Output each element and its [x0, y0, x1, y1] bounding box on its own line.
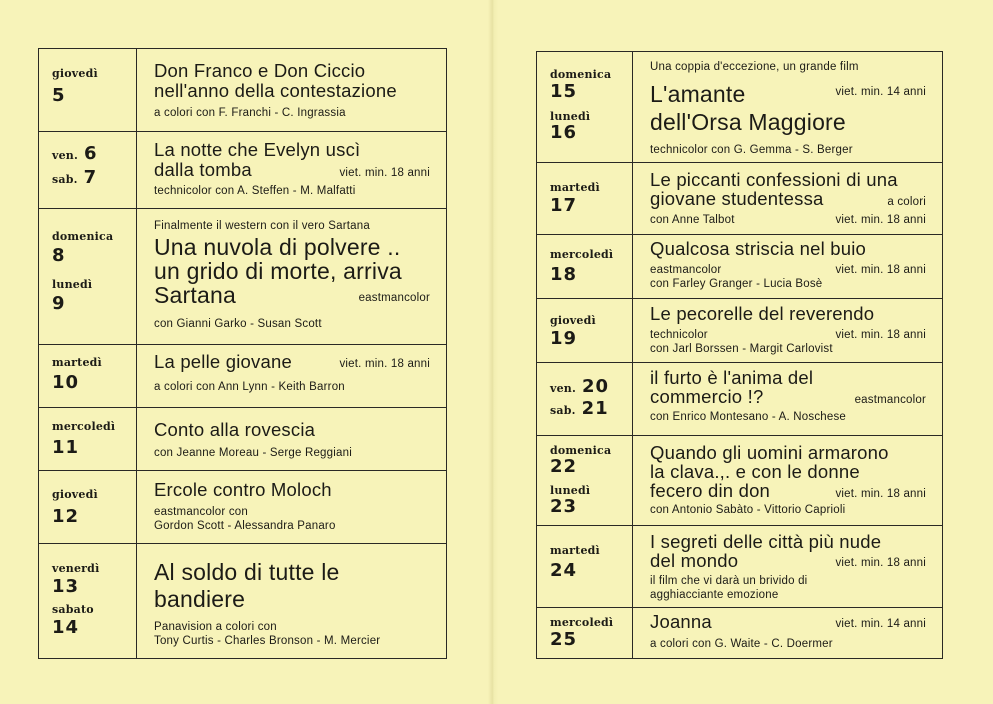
date-cell	[39, 132, 137, 208]
day-number: 11	[52, 437, 80, 458]
date-cell	[39, 544, 137, 658]
film-tagline: Una coppia d'eccezione, un grande film	[650, 61, 859, 73]
age-rating: viet. min. 14 anni	[835, 618, 926, 630]
age-rating: viet. min. 18 anni	[835, 488, 926, 500]
film-title: Le pecorelle del reverendo	[650, 303, 875, 324]
day-number: 13	[52, 576, 80, 597]
date-cell	[537, 526, 633, 607]
date-cell	[537, 235, 633, 298]
film-cell	[137, 544, 446, 658]
film-title: bandiere	[154, 586, 246, 612]
film-credits: con Enrico Montesano - A. Noschese	[650, 411, 847, 423]
film-cell	[633, 436, 942, 525]
film-credits: Gordon Scott - Alessandra Panaro	[154, 520, 336, 532]
film-title: La notte che Evelyn uscì	[154, 139, 361, 160]
film-cell	[633, 163, 942, 234]
film-title: Sartana	[154, 282, 236, 308]
film-tagline: Finalmente il western con il vero Sartana	[154, 220, 370, 232]
day-label: domenica	[550, 68, 612, 81]
colour-process: eastmancolor	[358, 292, 430, 304]
day-label: domenica	[550, 444, 612, 457]
colour-process: eastmancolor	[854, 394, 926, 406]
day-number: 9	[52, 293, 66, 314]
day-label: giovedì	[550, 314, 596, 327]
film-cell	[137, 345, 446, 407]
day-label: lunedì	[550, 484, 591, 497]
film-title: Ercole contro Moloch	[154, 479, 332, 500]
day-number: 14	[52, 617, 80, 638]
day-label: martedì	[52, 356, 102, 369]
day-label: mercoledì	[52, 420, 116, 433]
date-cell	[537, 299, 633, 362]
film-title: il furto è l'anima del	[650, 367, 814, 388]
film-title: Quando gli uomini armarono	[650, 442, 889, 463]
film-credits: a colori con F. Franchi - C. Ingrassia	[154, 107, 346, 119]
film-title: Una nuvola di polvere ..	[154, 234, 401, 260]
day-label: lunedì	[550, 110, 591, 123]
film-title: dell'Orsa Maggiore	[650, 109, 846, 135]
day-number: 16	[550, 122, 578, 143]
schedule-row	[537, 52, 942, 163]
schedule-row	[39, 544, 446, 658]
age-rating: viet. min. 18 anni	[339, 167, 430, 179]
film-title: commercio !?	[650, 386, 764, 407]
film-title: La pelle giovane	[154, 351, 292, 372]
day-label: giovedì	[52, 67, 98, 80]
day-label: lunedì	[52, 278, 93, 291]
date-cell	[537, 163, 633, 234]
film-credits: con Jarl Borssen - Margit Carlovist	[650, 343, 833, 355]
film-cell	[633, 363, 942, 435]
film-cell	[137, 408, 446, 470]
schedule-row	[537, 235, 942, 299]
film-title: giovane studentessa	[650, 188, 824, 209]
age-rating: viet. min. 18 anni	[835, 264, 926, 276]
film-credits: technicolor con A. Steffen - M. Malfatti	[154, 185, 356, 197]
schedule-row	[537, 363, 942, 436]
colour-process: a colori	[887, 196, 926, 208]
day-number: 6	[84, 143, 98, 164]
film-cell	[633, 608, 942, 658]
day-label: sab.	[550, 404, 576, 417]
date-cell	[39, 209, 137, 344]
day-number: 10	[52, 372, 80, 393]
film-title: la clava.,. e con le donne	[650, 461, 860, 482]
film-title: Al soldo di tutte le	[154, 559, 340, 585]
page-fold	[488, 0, 498, 704]
date-cell	[537, 363, 633, 435]
schedule-row	[537, 163, 942, 235]
day-number: 7	[83, 167, 98, 188]
age-rating: viet. min. 18 anni	[835, 329, 926, 341]
day-label: venerdì	[52, 562, 100, 575]
day-number: 17	[550, 195, 578, 216]
film-cell	[633, 526, 942, 607]
day-number: 8	[52, 245, 66, 266]
film-credits: con Farley Granger - Lucia Bosè	[650, 278, 823, 290]
film-title: nell'anno della contestazione	[154, 80, 397, 101]
day-entry	[52, 169, 97, 188]
film-credits: il film che vi darà un brivido di	[650, 575, 808, 587]
day-number: 15	[550, 81, 578, 102]
film-title: L'amante	[650, 81, 746, 107]
age-rating: viet. min. 18 anni	[835, 557, 926, 569]
schedule-row	[39, 132, 446, 209]
day-number: 25	[550, 629, 578, 650]
day-number: 22	[550, 456, 578, 477]
film-title: Le piccanti confessioni di una	[650, 169, 898, 190]
colour-process: eastmancolor	[650, 264, 722, 276]
film-cell	[137, 471, 446, 543]
schedule-row	[537, 299, 942, 363]
film-title: Qualcosa striscia nel buio	[650, 238, 866, 259]
day-number: 21	[581, 398, 609, 419]
colour-process: technicolor	[650, 329, 708, 341]
age-rating: viet. min. 18 anni	[339, 358, 430, 370]
film-credits: a colori con G. Waite - C. Doermer	[650, 638, 833, 650]
date-cell	[537, 52, 633, 162]
date-cell	[39, 408, 137, 470]
film-credits: technicolor con G. Gemma - S. Berger	[650, 144, 853, 156]
day-number: 5	[52, 85, 66, 106]
date-cell	[537, 436, 633, 525]
film-credits: agghiacciante emozione	[650, 589, 779, 601]
film-cell	[633, 299, 942, 362]
age-rating: viet. min. 14 anni	[835, 86, 926, 98]
film-credits: eastmancolor con	[154, 506, 248, 518]
film-title: un grido di morte, arriva	[154, 258, 402, 284]
film-credits: con Gianni Garko - Susan Scott	[154, 318, 322, 330]
film-title: del mondo	[650, 550, 739, 571]
day-number: 24	[550, 560, 578, 581]
day-label: sab.	[52, 173, 78, 186]
day-label: ven.	[550, 382, 577, 395]
film-cell	[137, 49, 446, 131]
day-label: martedì	[550, 181, 600, 194]
film-title: Conto alla rovescia	[154, 419, 316, 440]
schedule-row	[537, 608, 942, 658]
film-cell	[633, 235, 942, 298]
film-credits: con Anne Talbot	[650, 214, 735, 226]
schedule-row	[39, 345, 446, 408]
schedule-row	[537, 436, 942, 526]
schedule-row	[39, 408, 446, 471]
right-schedule	[536, 51, 943, 659]
film-credits: con Jeanne Moreau - Serge Reggiani	[154, 447, 352, 459]
film-title: fecero din don	[650, 480, 771, 501]
left-schedule	[38, 48, 447, 659]
date-cell	[39, 471, 137, 543]
film-credits: Tony Curtis - Charles Bronson - M. Mercier	[154, 635, 381, 647]
film-credits: Panavision a colori con	[154, 621, 277, 633]
age-rating: viet. min. 18 anni	[835, 214, 926, 226]
schedule-row	[39, 49, 446, 132]
day-number: 19	[550, 328, 578, 349]
schedule-row	[39, 471, 446, 544]
day-number: 18	[550, 264, 578, 285]
schedule-row	[537, 526, 942, 608]
film-cell	[633, 52, 942, 162]
date-cell	[537, 608, 633, 658]
day-label: mercoledì	[550, 248, 614, 261]
day-label: ven.	[52, 149, 79, 162]
day-entry	[550, 378, 609, 397]
day-label: giovedì	[52, 488, 98, 501]
day-label: mercoledì	[550, 616, 614, 629]
day-label: martedì	[550, 544, 600, 557]
day-entry	[52, 145, 98, 164]
film-credits: con Antonio Sabàto - Vittorio Caprioli	[650, 504, 846, 516]
day-number: 23	[550, 496, 578, 517]
day-entry	[550, 400, 609, 419]
day-label: sabato	[52, 603, 94, 616]
film-cell	[137, 132, 446, 208]
schedule-row	[39, 209, 446, 345]
day-number: 12	[52, 506, 80, 527]
film-title: Joanna	[650, 611, 712, 632]
film-cell	[137, 209, 446, 344]
film-credits: a colori con Ann Lynn - Keith Barron	[154, 381, 345, 393]
date-cell	[39, 49, 137, 131]
film-title: Don Franco e Don Ciccio	[154, 60, 366, 81]
date-cell	[39, 345, 137, 407]
film-title: I segreti delle città più nude	[650, 531, 882, 552]
film-title: dalla tomba	[154, 159, 252, 180]
day-label: domenica	[52, 230, 114, 243]
day-number: 20	[582, 376, 610, 397]
